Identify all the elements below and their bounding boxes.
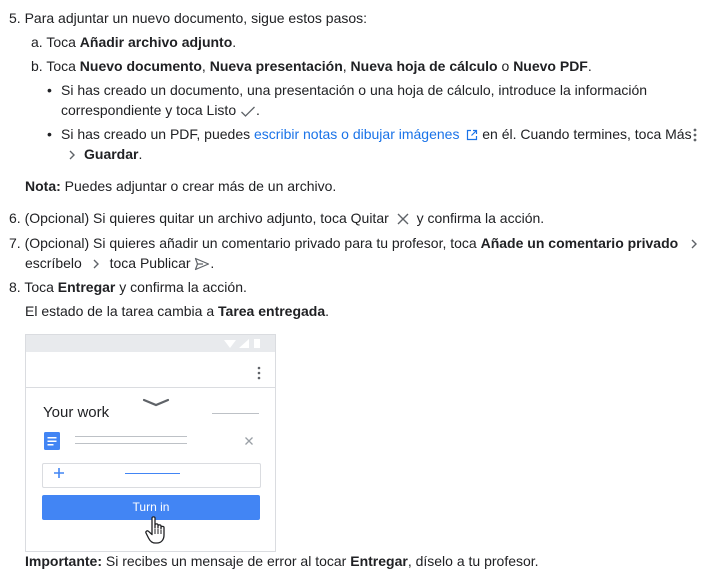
bullet-1-line-1: Si has creado un documento, una presentación o una hoja de cálculo, introduce la información xyxy=(61,82,648,98)
bullet-dot: • xyxy=(47,82,52,98)
step-8-line-2 xyxy=(25,301,329,321)
placeholder-line xyxy=(212,413,259,414)
bullet-text: Si has creado un PDF, puedes xyxy=(61,126,255,142)
separator: o xyxy=(497,58,514,74)
step-text: . xyxy=(325,303,330,319)
bullet-text: correspondiente y toca Listo xyxy=(61,102,237,118)
new-pdf-label: Nuevo PDF xyxy=(513,58,588,74)
chevron-down-icon xyxy=(142,398,170,408)
step-7-line-2 xyxy=(25,253,214,273)
bullet-text: . xyxy=(256,102,260,118)
submit-label: Entregar xyxy=(57,279,116,295)
step-text: Para adjuntar un nuevo documento, sigue estos pasos: xyxy=(24,10,368,26)
separator: , xyxy=(342,58,351,74)
substep-text: Toca xyxy=(46,58,80,74)
bullet-2-line-2 xyxy=(66,144,142,164)
substep-a xyxy=(31,32,236,52)
substep-text: Toca xyxy=(46,34,80,50)
close-icon xyxy=(396,212,410,226)
private-comment-label: Añade un comentario privado xyxy=(480,235,679,251)
note-label: Nota: xyxy=(25,178,61,194)
external-link-icon xyxy=(466,129,478,141)
new-spreadsheet-label: Nueva hoja de cálculo xyxy=(350,58,498,74)
step-text: escríbelo xyxy=(25,255,82,271)
step-text: y confirma la acción. xyxy=(115,279,247,295)
important-label: Importante: xyxy=(25,553,102,569)
turn-in-illustration xyxy=(25,334,276,552)
phone-status-bar xyxy=(26,335,275,352)
hand-cursor-icon xyxy=(144,515,170,545)
add-attachment-row xyxy=(42,463,261,488)
placeholder-line xyxy=(75,443,187,444)
step-text: (Opcional) Si quieres quitar un archivo adjunto, toca Quitar xyxy=(24,210,389,226)
close-icon xyxy=(244,436,254,446)
step-number: 8. xyxy=(9,279,21,295)
step-8 xyxy=(9,277,247,297)
step-number: 6. xyxy=(9,210,21,226)
step-text: y confirma la acción. xyxy=(416,210,545,226)
save-label: Guardar xyxy=(84,146,139,162)
doc-icon xyxy=(44,432,60,450)
more-vert-icon xyxy=(690,128,700,142)
step-7-line-1 xyxy=(9,233,700,253)
important-text: , díselo a tu profesor. xyxy=(407,553,539,569)
substep-text: . xyxy=(587,58,592,74)
substep-bold: Añadir archivo adjunto xyxy=(79,34,233,50)
your-work-title: Your work xyxy=(43,404,110,421)
step-5 xyxy=(9,8,367,28)
chevron-right-icon xyxy=(66,149,78,161)
bullet-1-line-2 xyxy=(61,100,260,120)
bullet-dot: • xyxy=(47,126,52,142)
note xyxy=(25,176,336,196)
step-number: 5. xyxy=(9,10,21,26)
bullet-2-line-1 xyxy=(61,124,692,144)
submit-label: Entregar xyxy=(350,553,408,569)
step-text: . xyxy=(210,255,215,271)
chevron-right-icon xyxy=(90,258,102,270)
placeholder-line xyxy=(125,473,180,474)
substep-b xyxy=(31,56,592,76)
important-note xyxy=(25,551,539,571)
step-text: El estado de la tarea cambia a xyxy=(25,303,219,319)
more-vert-icon xyxy=(256,366,262,380)
placeholder-line xyxy=(75,436,187,437)
annotate-pdf-link[interactable]: escribir notas o dibujar imágenes xyxy=(254,126,460,142)
submitted-status-label: Tarea entregada xyxy=(218,303,326,319)
turn-in-button: Turn in xyxy=(42,495,260,520)
substep-marker: b. xyxy=(31,58,43,74)
important-text: Si recibes un mensaje de error al tocar xyxy=(102,553,351,569)
substep-marker: a. xyxy=(31,34,43,50)
new-document-label: Nuevo documento xyxy=(79,58,202,74)
plus-icon xyxy=(53,467,65,479)
chevron-right-icon xyxy=(688,238,700,250)
separator: , xyxy=(201,58,210,74)
send-icon xyxy=(194,257,210,271)
bullet-text: . xyxy=(138,146,143,162)
step-number: 7. xyxy=(9,235,21,251)
status-icons xyxy=(223,338,263,349)
new-presentation-label: Nueva presentación xyxy=(209,58,343,74)
note-text: Puedes adjuntar o crear más de un archivo. xyxy=(60,178,337,194)
step-text: Toca xyxy=(24,279,58,295)
step-text: toca Publicar xyxy=(109,255,191,271)
step-text: (Opcional) Si quieres añadir un comentario privado para tu profesor, toca xyxy=(24,235,481,251)
substep-text: . xyxy=(232,34,237,50)
divider xyxy=(26,387,275,388)
bullet-text: en él. Cuando termines, toca Más xyxy=(478,126,692,142)
check-icon xyxy=(240,104,256,118)
step-6 xyxy=(9,208,544,228)
